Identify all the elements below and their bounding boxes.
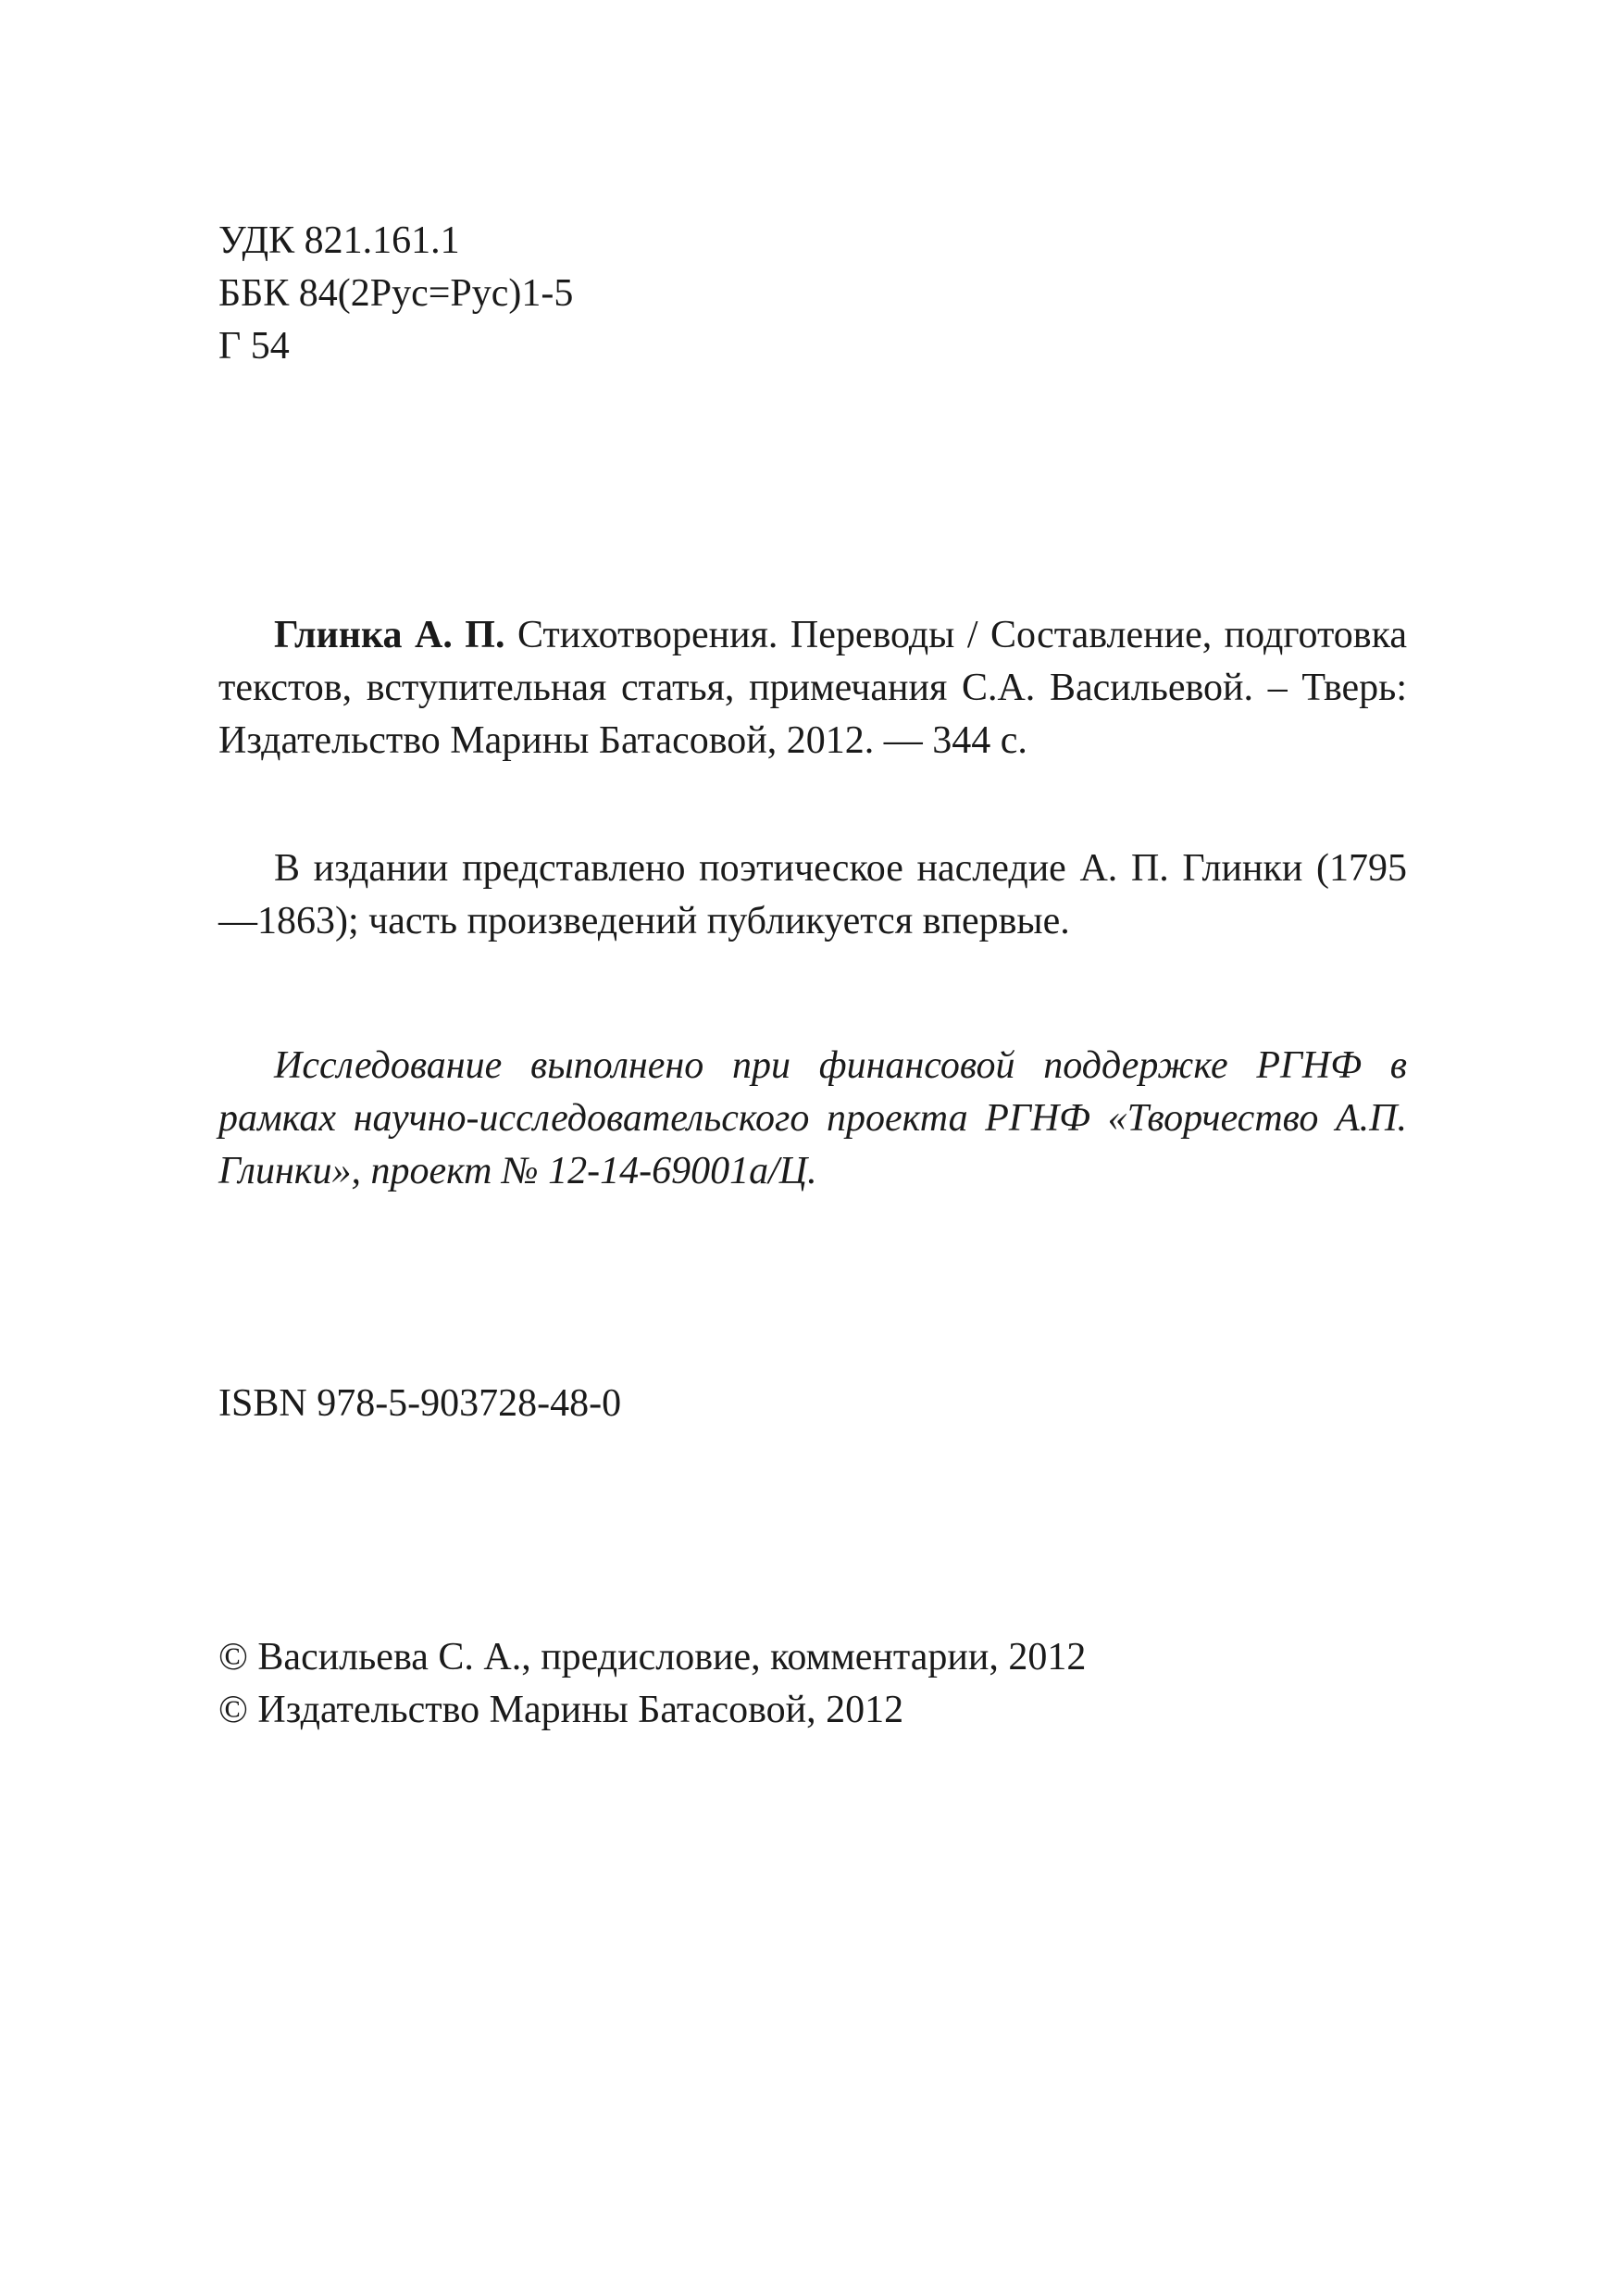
copyright-line: © Издательство Марины Батасовой, 2012 (218, 1689, 904, 1731)
annotation-text: В издании представлено поэтическое наследие А. П. Глинки (1795—1863); часть произведений публикуется впервые. (218, 847, 1407, 942)
copyright-line: © Васильева С. А., предисловие, комментарии, 2012 (218, 1636, 1087, 1678)
bibliographic-description: Стихотворения. Переводы / Составление, подготовка текстов, вступительная статья, примечания С.А. Васильевой. – Тверь: Издательство Марины Батасовой, 2012. — 344 с. (218, 614, 1407, 762)
isbn-number: ISBN 978-5-903728-48-0 (218, 1382, 622, 1425)
author-name: Глинка А. П. (274, 614, 505, 656)
classification-codes (218, 215, 573, 373)
bbk-code: ББК 84(2Рус=Рус)1-5 (218, 272, 574, 315)
copyright-block (218, 1631, 1086, 1737)
bibliographic-record (218, 609, 1407, 767)
udk-code: УДК 821.161.1 (218, 219, 460, 262)
author-mark: Г 54 (218, 325, 290, 368)
grant-note: Исследование выполнено при финансовой поддержке РГНФ в рамках научно-исследовательского проекта РГНФ «Творчество А.П. Глинки», проект № 12-14-69001а/Ц. (218, 1044, 1407, 1192)
